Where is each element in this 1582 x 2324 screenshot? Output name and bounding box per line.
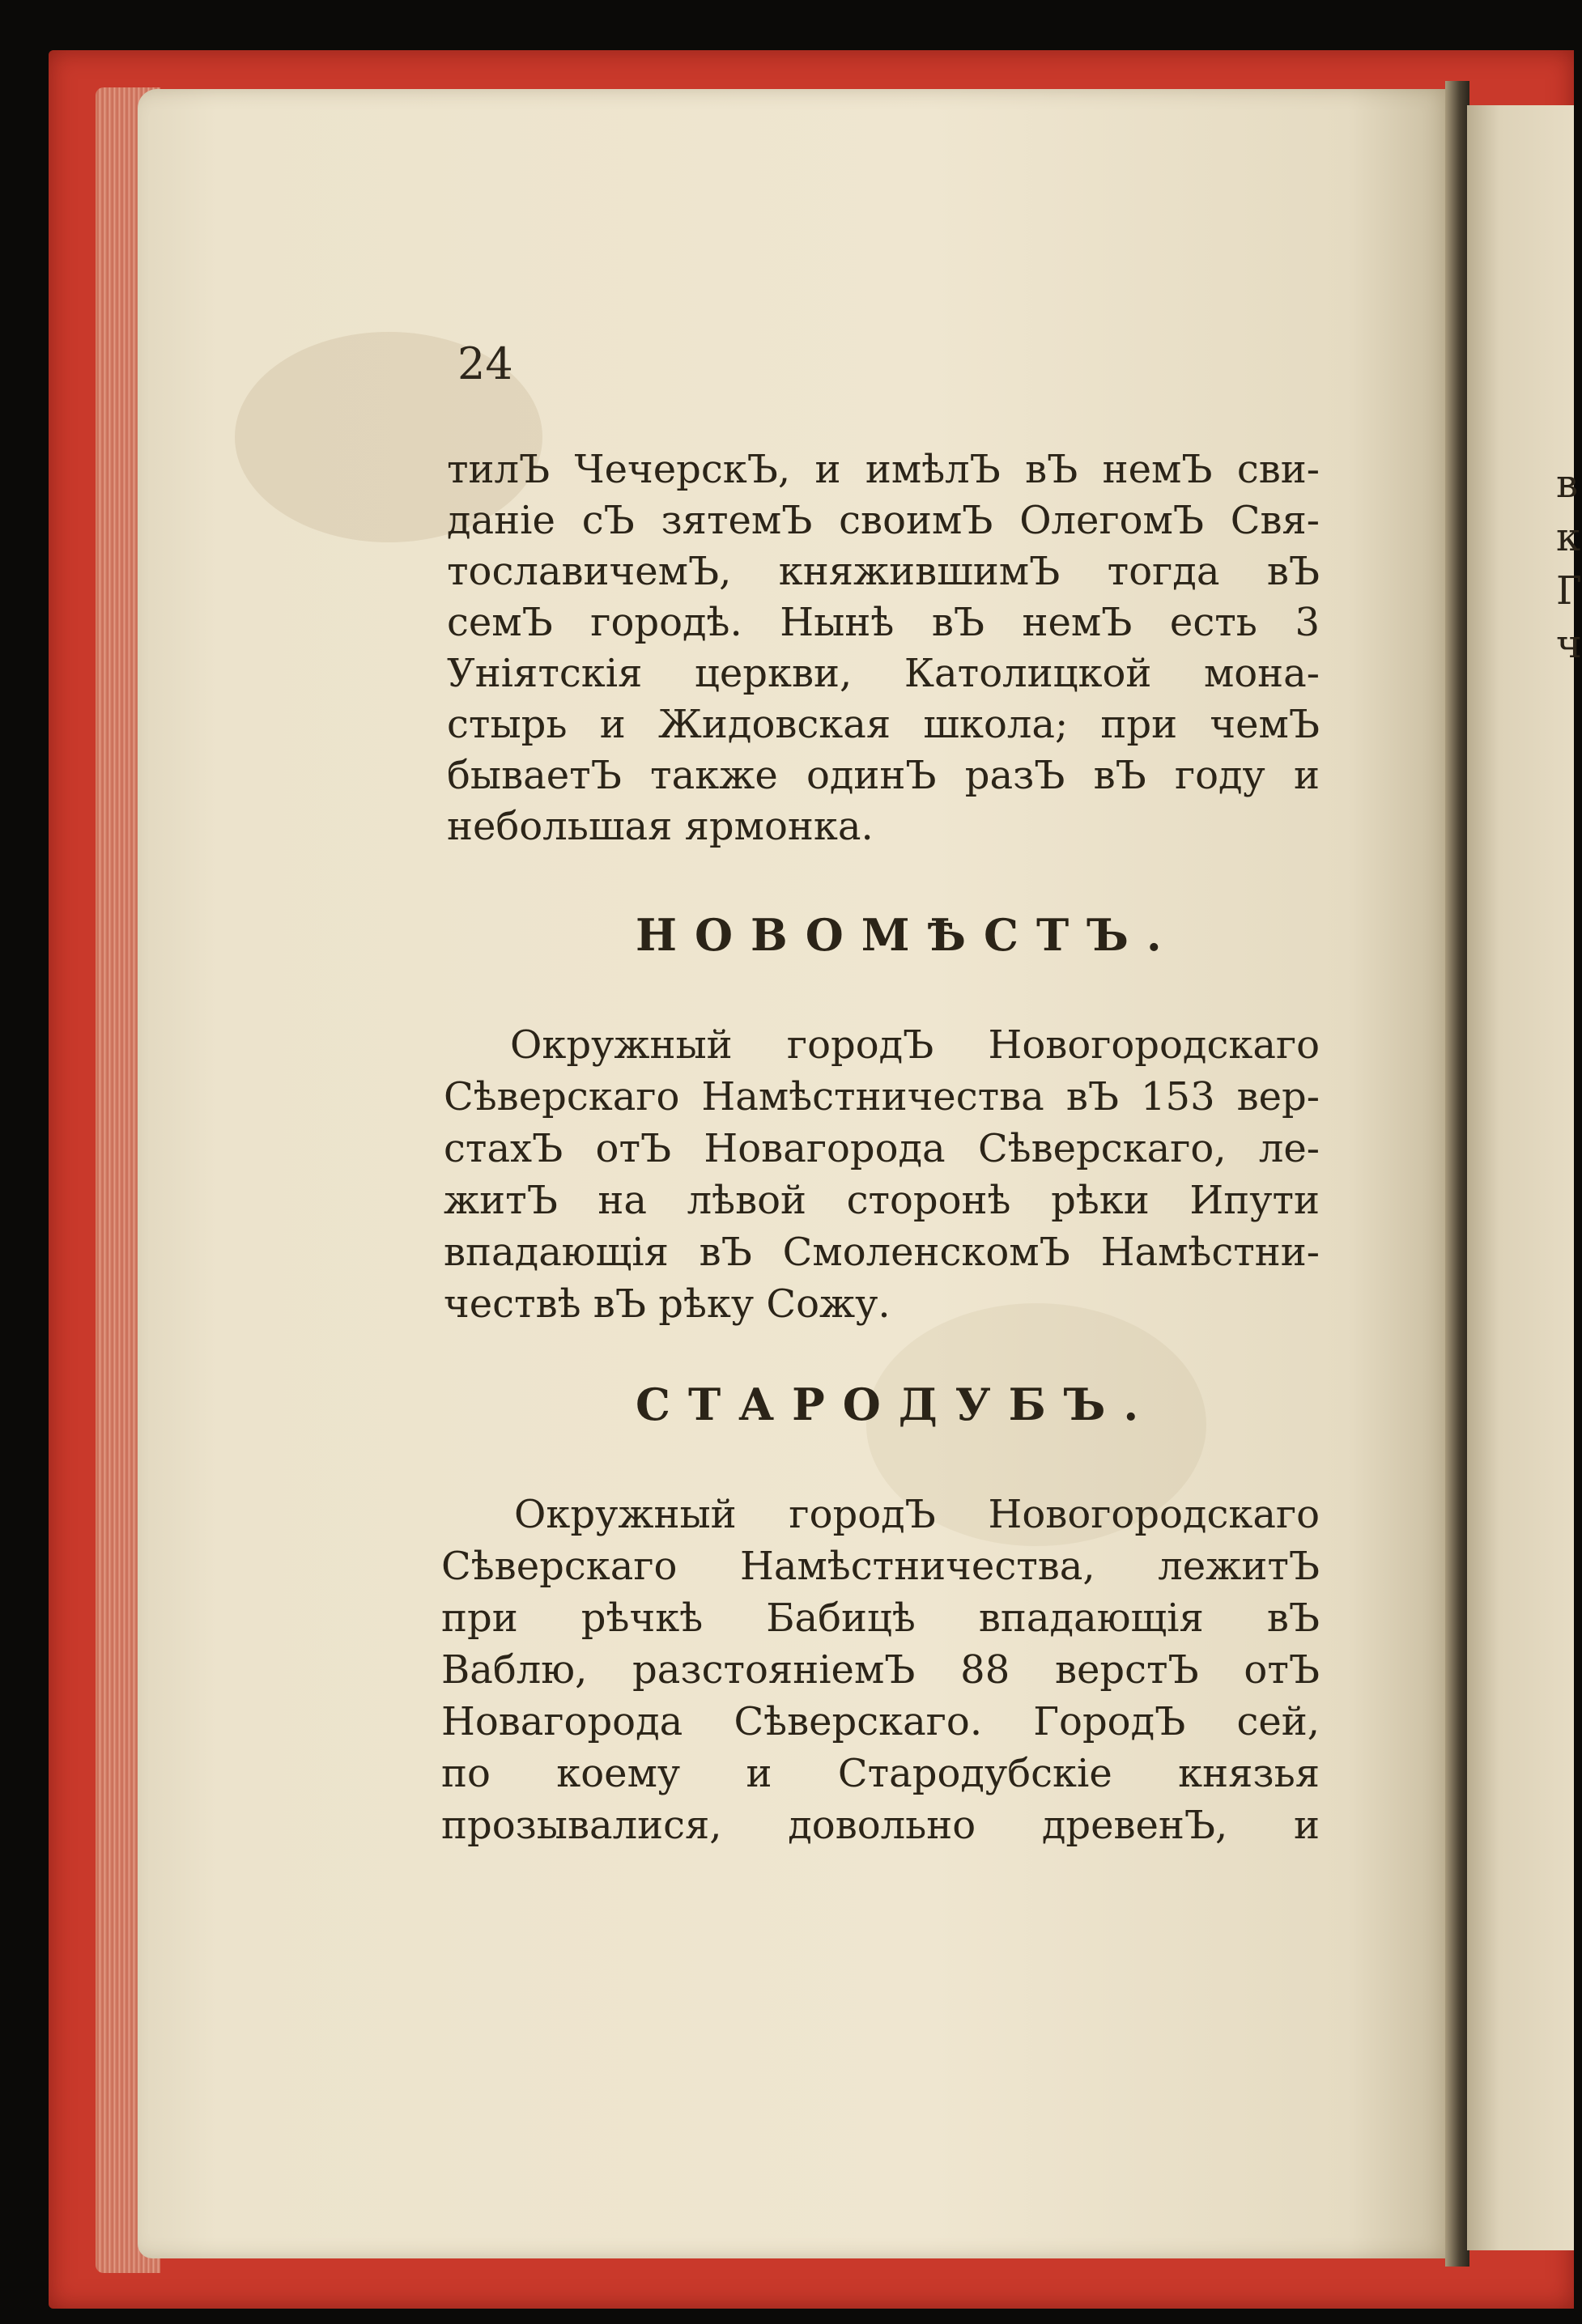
page-number: 24: [457, 338, 513, 389]
text-line: бываетЪ также одинЪ разЪ вЪ году и: [447, 753, 1320, 798]
edge-letter: Г: [1556, 568, 1582, 614]
text-line: житЪ на лѣвой сторонѣ рѣки Ипути: [444, 1178, 1320, 1223]
text-line: по коему и Стародубскіе князья: [441, 1751, 1320, 1796]
section-heading: СТАРОДУБЪ.: [636, 1379, 1157, 1430]
text-line: при рѣчкѣ Бабицѣ впадающія вЪ: [441, 1595, 1320, 1641]
text-line: прозывалися, довольно древенЪ, и: [441, 1803, 1320, 1848]
text-line: стырь и Жидовская школа; при чемЪ: [447, 702, 1320, 747]
text-line: небольшая ярмонка.: [447, 804, 874, 849]
right-page: [1467, 105, 1574, 2250]
text-line: тославичемЪ, княжившимЪ тогда вЪ: [447, 549, 1320, 594]
text-line: Окружный городЪ Новогородскаго: [514, 1492, 1320, 1537]
text-line: Сѣверскаго Намѣстничества вЪ 153 вер-: [444, 1074, 1320, 1120]
left-page: [138, 89, 1453, 2258]
text-line: стахЪ отЪ Новагорода Сѣверскаго, ле-: [444, 1126, 1320, 1171]
text-line: Новагорода Сѣверскаго. ГородЪ сей,: [441, 1699, 1320, 1744]
text-line: семЪ городѣ. Нынѣ вЪ немЪ есть 3: [447, 600, 1320, 645]
text-line: Ваблю, разстояніемЪ 88 верстЪ отЪ: [441, 1647, 1320, 1693]
section-heading: НОВОМѢСТЪ.: [636, 909, 1180, 961]
text-line: Окружный городЪ Новогородскаго: [510, 1022, 1320, 1068]
edge-letter: к: [1556, 515, 1580, 560]
text-line: Сѣверскаго Намѣстничества, лежитЪ: [441, 1544, 1320, 1589]
text-line: даніе сЪ зятемЪ своимЪ ОлегомЪ Свя-: [447, 498, 1320, 543]
book-gutter: [1445, 81, 1469, 2267]
edge-letter: ч: [1556, 622, 1582, 667]
text-line: впадающія вЪ СмоленскомЪ Намѣстни-: [444, 1230, 1320, 1275]
edge-letter: в: [1556, 461, 1579, 507]
right-page-text-edge: [1556, 457, 1582, 671]
text-line: тилЪ ЧечерскЪ, и имѣлЪ вЪ немЪ сви-: [447, 447, 1320, 492]
text-line: чествѣ вЪ рѣку Сожу.: [444, 1281, 891, 1327]
text-line: Уніятскія церкви, Католицкой мона-: [447, 651, 1320, 696]
